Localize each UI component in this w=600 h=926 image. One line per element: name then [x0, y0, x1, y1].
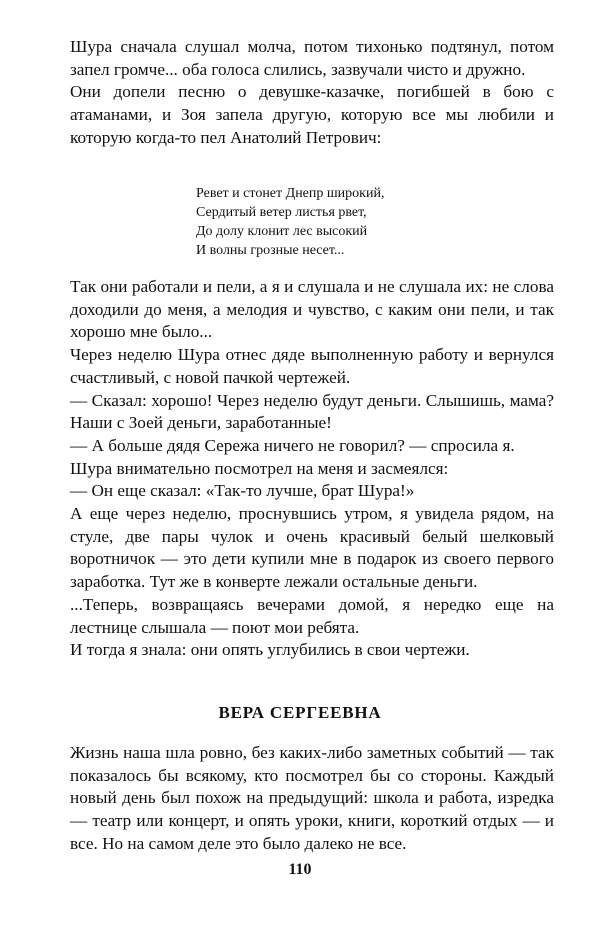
paragraph: И тогда я знала: они опять углубились в свои чертежи.: [70, 640, 470, 660]
paragraph: Через неделю Шура отнес дяде выполненную работу и вернулся счастливый, с новой пачкой чертежей.: [70, 345, 554, 387]
chapter-title: ВЕРА СЕРГЕЕВНА: [218, 703, 382, 722]
verse-line: И волны грозные несет...: [196, 243, 345, 258]
page-number: 110: [288, 861, 312, 878]
verse-line: До долу клонит лес высокий: [196, 224, 368, 239]
paragraph: Шура сначала слушал молча, потом тихонько подтянул, потом запел громче... оба голоса слились, зазвучали чисто и дружно.: [70, 37, 554, 79]
dialogue-line: — Сказал: хорошо! Через неделю будут деньги. Слышишь, мама? Наши с Зоей деньги, заработанные!: [70, 390, 554, 433]
paragraph: Шура внимательно посмотрел на меня и засмеялся:: [70, 458, 449, 478]
text-block-top: [70, 36, 554, 150]
verse-quote: [196, 184, 384, 260]
paragraph: Они допели песню о девушке-казачке, погибшей в бою с атаманами, и Зоя запела другую, которую все мы любили и которую когда-то пел Анатолий Петрович:: [70, 82, 554, 147]
text-block-bottom: [70, 742, 554, 856]
verse-line: Сердитый ветер листья рвет,: [196, 205, 367, 220]
verse-line: Ревет и стонет Днепр широкий,: [196, 186, 385, 201]
text-block-middle: [70, 276, 554, 662]
paragraph: Жизнь наша шла ровно, без каких-либо заметных событий — так показалось бы всякому, кто посмотрел бы со стороны. Каждый новый день был похож на предыдущий: школа и работа, изредка — театр или концерт, и опять уроки, книги, короткий отдых — и все. Но на самом деле это было далеко не все.: [70, 743, 554, 853]
paragraph: ...Теперь, возвращаясь вечерами домой, я нередко еще на лестнице слышала — поют мои ребята.: [70, 594, 554, 637]
dialogue-line: — Он еще сказал: «Так-то лучше, брат Шура!»: [70, 481, 415, 501]
paragraph: Так они работали и пели, а я и слушала и не слушала их: не слова доходили до меня, а мелодия и чувство, с каким они пели, и так хорошо мне было...: [70, 277, 554, 342]
paragraph: А еще через неделю, проснувшись утром, я увидела рядом, на стуле, две пары чулок и очень красивый белый шелковый воротничок — это дети купили мне в подарок из своего первого заработка. Тут же в конверте лежали остальные деньги.: [70, 504, 554, 592]
dialogue-line: — А больше дядя Сережа ничего не говорил? — спросила я.: [70, 435, 515, 455]
